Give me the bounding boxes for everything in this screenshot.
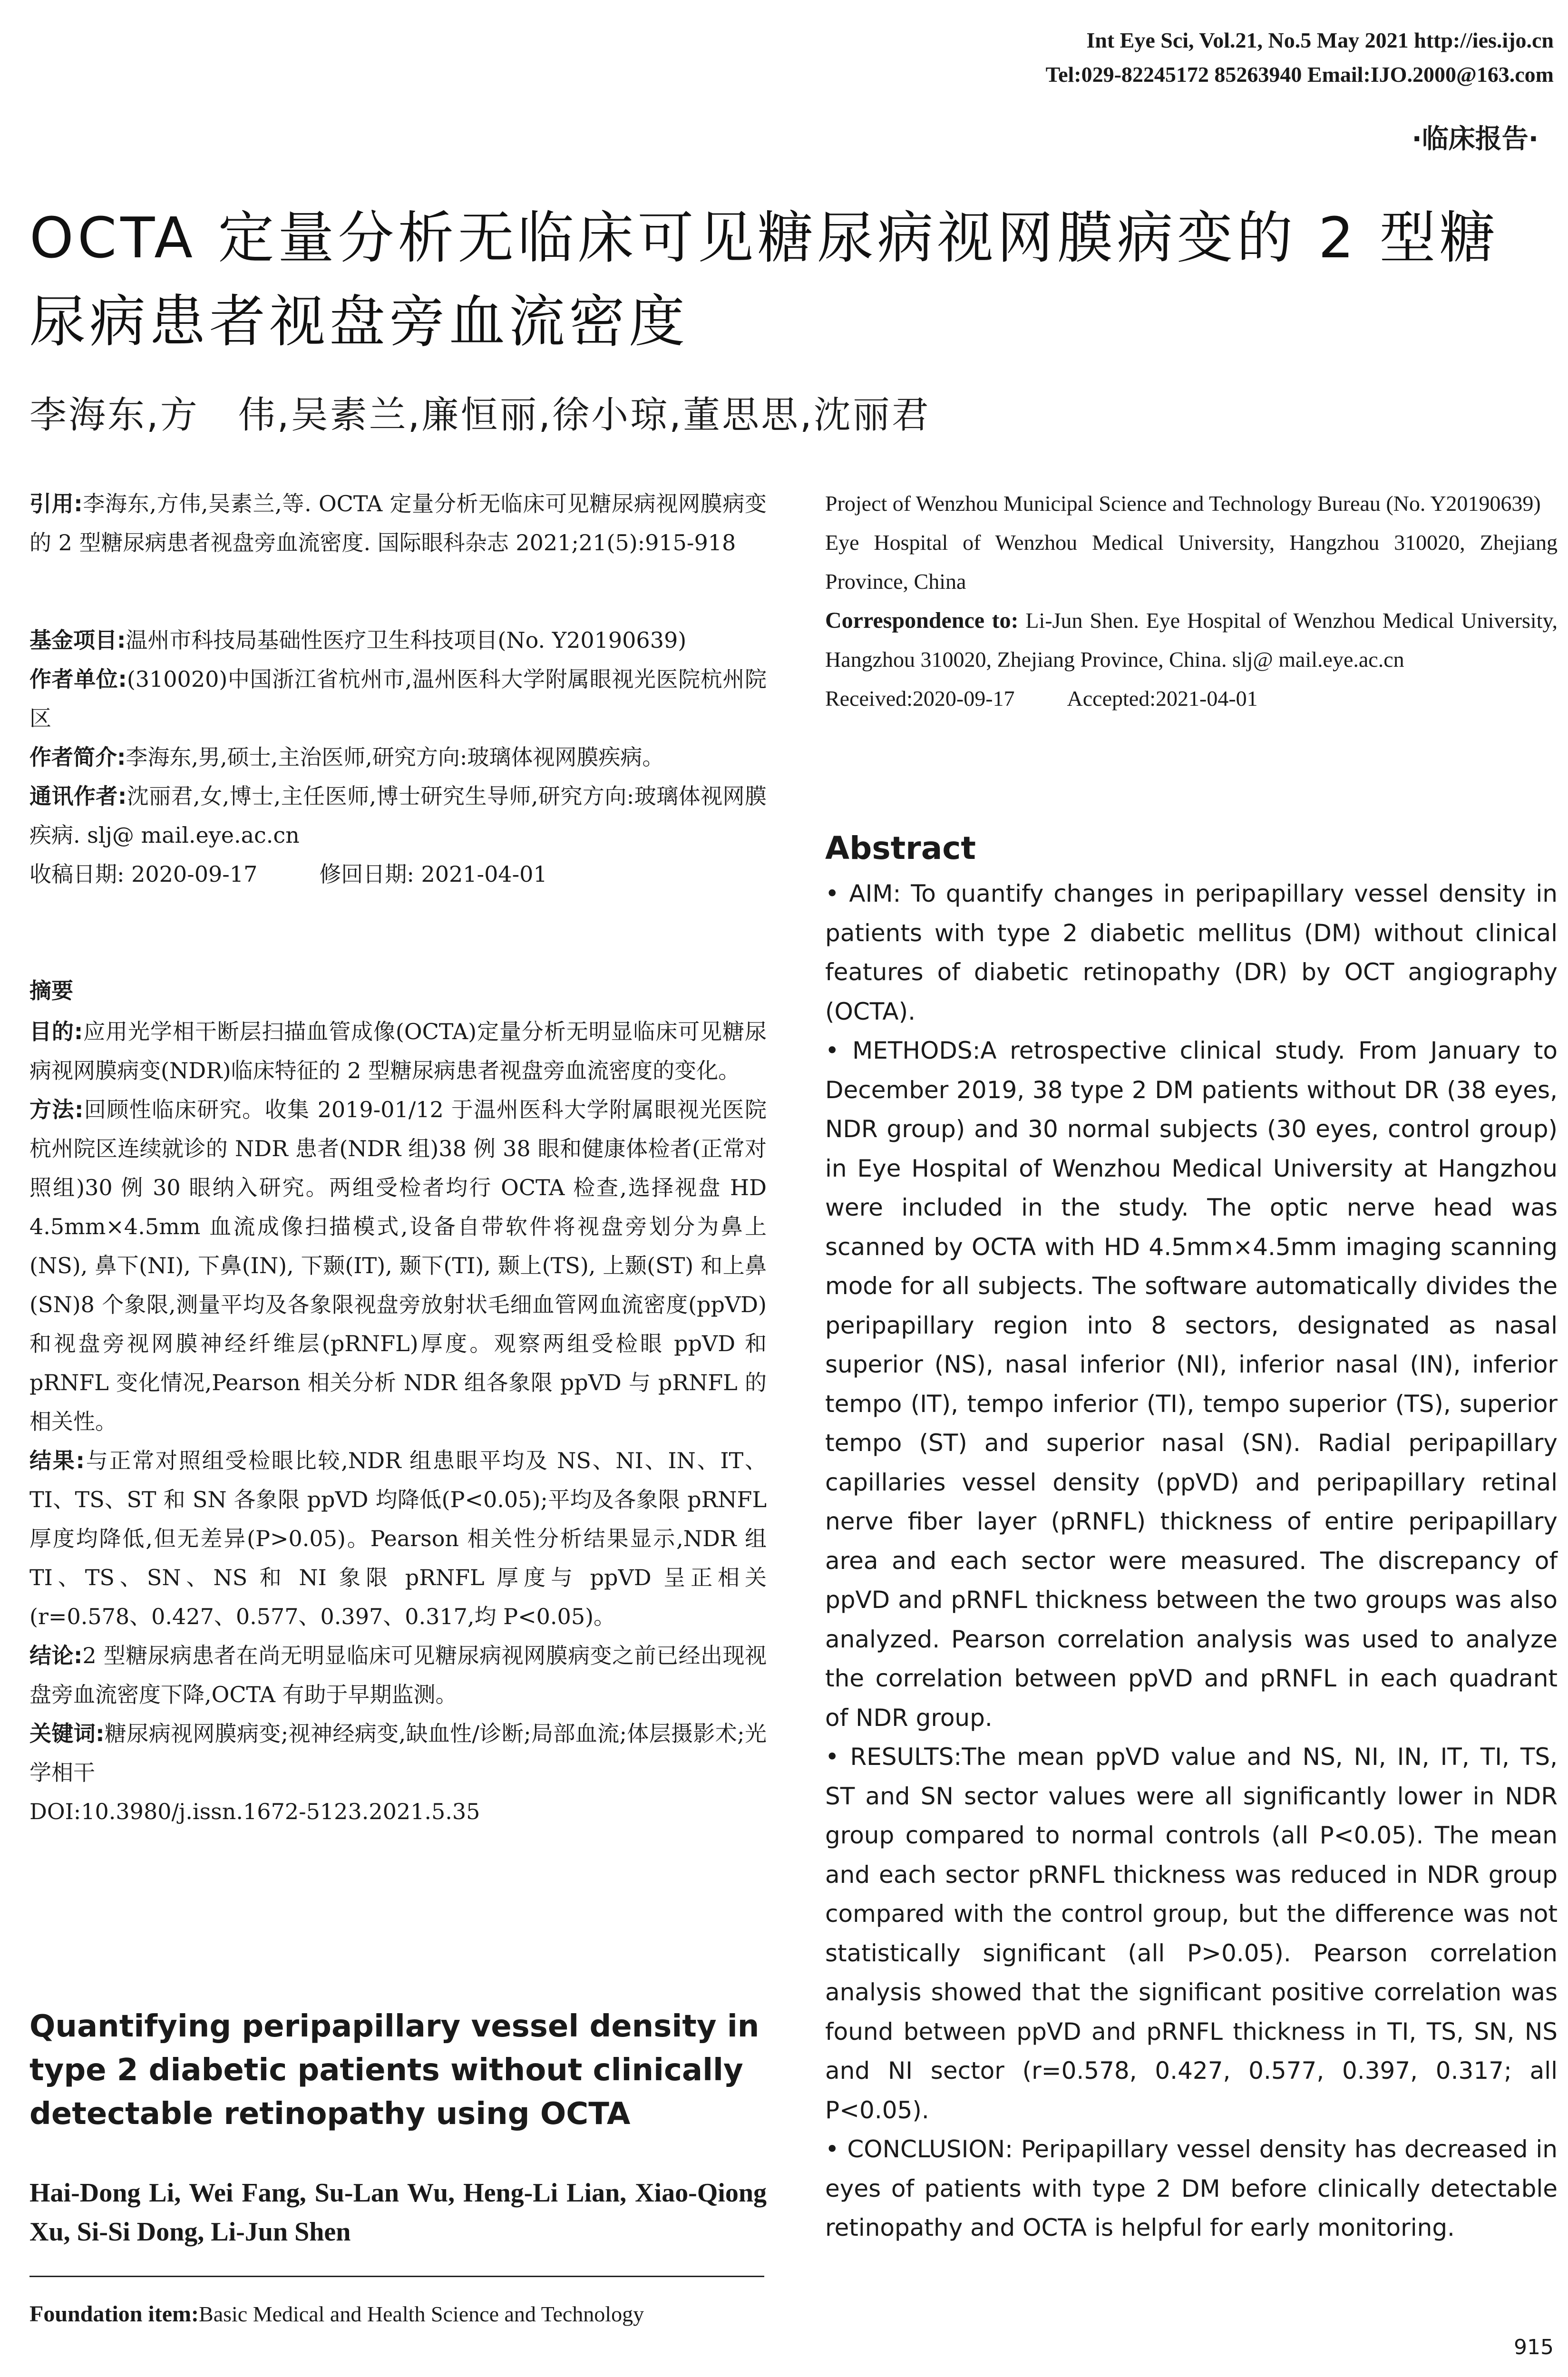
results-text: 与正常对照组受检眼比较,NDR 组患眼平均及 NS、NI、IN、IT、TI、TS、ST 和 SN 各象限 ppVD 均降低(P<0.05);平均及各象限 pRNFL 厚度均降低,但无差异(P>0.05)。Pearson 相关性分析结果显示,NDR 组 TI、TS、SN、NS 和 NI 象限 pRNFL 厚度与 ppVD 呈正相关(r=0.578、0.427、0.577、0.397、0.317,均 P<0.05)。 [29,1448,767,1629]
aim-en-para [825,874,1558,1031]
english-info [825,484,1558,718]
conclusion-en-text: Peripapillary vessel density has decreased in eyes of patients with type 2 DM before clinically detectable retinopathy and OCTA is helpful for early monitoring. [825,2135,1558,2241]
abstract-chinese [29,971,767,1831]
methods-en-para [825,1031,1558,1737]
english-title: Quantifying peripapillary vessel density in type 2 diabetic patients without clinically detectable retinopathy using OCTA [29,2009,760,2132]
aim-para [29,1012,767,1090]
correspondence-label: Correspondence to: [825,608,1019,633]
results-en-text: The mean ppVD value and NS, NI, IN, IT, TI, TS, ST and SN sector values were all significantly lower in NDR group compared to normal controls (all P<0.05). The mean and each sector pRNFL thickness was reduced in NDR group compared with the control group, but the difference was not statistically significant (all P>0.05). Pearson correlation analysis showed that the significant positive correlation was found between ppVD and pRNFL thickness in TI, TS, SN, NS and NI sector (r=0.578, 0.427, 0.577, 0.397, 0.317; all P<0.05). [825,1743,1558,2124]
page-number: 915 [1514,2335,1554,2359]
fund-line [29,621,767,660]
aim-en-text: To quantify changes in peripapillary vessel density in patients with type 2 diabetic mellitus (DM) without clinical features of diabetic retinopathy (DR) by OCT angiography (OCTA). [825,880,1558,1025]
revised-date: 修回日期: 2021-04-01 [319,861,547,887]
received-date: 收稿日期: 2020-09-17 [29,861,258,887]
corr-label: 通讯作者: [29,783,127,809]
doi-line: DOI:10.3980/j.issn.1672-5123.2021.5.35 [29,1799,480,1824]
methods-en-text: A retrospective clinical study. From January to December 2019, 38 type 2 DM patients without DR (38 eyes, NDR group) and 30 normal subjects (30 eyes, control group) in Eye Hospital of Wenzhou Medical University at Hangzhou were included in the study. The optic nerve head was scanned by OCTA with HD 4.5mm×4.5mm imaging scanning mode for all subjects. The software automatically divides the peripapillary region into 8 sectors, designated as nasal superior (NS), nasal inferior (NI), inferior nasal (IN), inferior tempo (IT), tempo inferior (TI), tempo superior (TS), superior tempo (ST) and superior nasal (SN). Radial peripapillary capillaries vessel density (ppVD) and peripapillary retinal nerve fiber layer (pRNFL) thickness of entire peripapillary area and each sector were measured. The discrepancy of ppVD and pRNFL thickness between the two groups was also analyzed. Pearson correlation analysis was used to analyze the correlation between ppVD and pRNFL in each quadrant of NDR group. [825,1037,1558,1732]
corr-text: 沈丽君,女,博士,主任医师,博士研究生导师,研究方向:玻璃体视网膜疾病. slj@ mail.eye.ac.cn [29,783,767,848]
affiliation-line: Eye Hospital of Wenzhou Medical University, Hangzhou 310020, Zhejiang Province, China [825,530,1558,594]
bio-label: 作者简介: [29,744,126,770]
conclusion-para [29,1636,767,1714]
conclusion-en-para [825,2130,1558,2248]
dates-en-line [825,679,1558,718]
journal-header-line2: Tel:029-82245172 85263940 Email:IJO.2000@163.com [1045,62,1554,87]
results-para [29,1441,767,1636]
journal-header-line1: Int Eye Sci, Vol.21, No.5 May 2021 http://ies.ijo.cn [1086,28,1554,52]
abstract-english [825,874,1558,2248]
unit-text: (310020)中国浙江省杭州市,温州医科大学附属眼视光医院杭州院区 [29,666,767,731]
abstract-heading: 摘要 [29,978,73,1003]
accepted-en: Accepted:2021-04-01 [1067,686,1258,711]
keywords-label: 关键词: [29,1721,105,1746]
fund-label: 基金项目: [29,627,126,653]
bio-text: 李海东,男,硕士,主治医师,研究方向:玻璃体视网膜疾病。 [126,744,664,770]
unit-line [29,660,767,738]
keywords-para [29,1714,767,1792]
aim-text: 应用光学相干断层扫描血管成像(OCTA)定量分析无明显临床可见糖尿病视网膜病变(NDR)临床特征的 2 型糖尿病患者视盘旁血流密度的变化。 [29,1019,767,1083]
correspondence-line [825,601,1558,679]
authors-chinese: 李海东,方 伟,吴素兰,廉恒丽,徐小琼,董思思,沈丽君 [29,394,931,437]
foundation-item [29,2295,771,2334]
aim-label: 目的: [29,1019,83,1044]
methods-para [29,1090,767,1441]
authors-english: Hai-Dong Li, Wei Fang, Su-Lan Wu, Heng-Li Lian, Xiao-Qiong Xu, Si-Si Dong, Li-Jun Shen [29,2178,767,2247]
article-meta [29,621,767,894]
citation-block [29,484,767,562]
results-label: 结果: [29,1448,85,1473]
results-en-label: • RESULTS: [825,1743,962,1771]
corr-line [29,777,767,855]
keywords-text: 糖尿病视网膜病变;视神经病变,缺血性/诊断;局部血流;体层摄影术;光学相干 [29,1721,767,1785]
methods-en-label: • METHODS: [825,1037,981,1064]
citation-text: 李海东,方伟,吴素兰,等. OCTA 定量分析无临床可见糖尿病视网膜病变的 2 型糖尿病患者视盘旁血流密度. 国际眼科杂志 2021;21(5):915-918 [29,491,767,555]
section-tag: ·临床报告· [1412,124,1539,155]
unit-label: 作者单位: [29,666,127,692]
methods-label: 方法: [29,1097,84,1122]
abstract-en-heading: Abstract [825,830,976,867]
dates-line [29,855,767,894]
methods-text: 回顾性临床研究。收集 2019-01/12 于温州医科大学附属眼视光医院杭州院区连续就诊的 NDR 患者(NDR 组)38 例 38 眼和健康体检者(正常对照组)30 例 30 眼纳入研究。两组受检者均行 OCTA 检查,选择视盘 HD 4.5mm×4.5mm 血流成像扫描模式,设备自带软件将视盘旁划分为鼻上(NS), 鼻下(NI), 下鼻(IN), 下颞(IT), 颞下(TI), 颞上(TS), 上颞(ST) 和上鼻(SN)8 个象限,测量平均及各象限视盘旁放射状毛细血管网血流密度(ppVD)和视盘旁视网膜神经纤维层(pRNFL)厚度。观察两组受检眼 ppVD 和 pRNFL 变化情况,Pearson 相关分析 NDR 组各象限 ppVD 与 pRNFL 的相关性。 [29,1097,767,1434]
bio-line [29,738,767,777]
fund-text: 温州市科技局基础性医疗卫生科技项目(No. Y20190639) [126,627,687,653]
footnote-divider [29,2276,764,2277]
conclusion-text: 2 型糖尿病患者在尚无明显临床可见糖尿病视网膜病变之前已经出现视盘旁血流密度下降,OCTA 有助于早期监测。 [29,1643,767,1707]
project-line: Project of Wenzhou Municipal Science and Technology Bureau (No. Y20190639) [825,491,1541,516]
citation-label: 引用: [29,491,83,516]
results-en-para [825,1737,1558,2130]
foundation-text: Basic Medical and Health Science and Technology [199,2302,644,2326]
conclusion-en-label: • CONCLUSION: [825,2135,1013,2163]
foundation-label: Foundation item: [29,2301,199,2327]
article-title: OCTA 定量分析无临床可见糖尿病视网膜病变的 2 型糖尿病患者视盘旁血流密度 [29,205,1500,354]
conclusion-label: 结论: [29,1643,83,1668]
correspondence-text: Li-Jun Shen. Eye Hospital of Wenzhou Medical University, Hangzhou 310020, Zhejiang Province, China. slj@ mail.eye.ac.cn [825,608,1558,672]
received-en: Received:2020-09-17 [825,686,1015,711]
aim-en-label: • AIM: [825,880,901,907]
